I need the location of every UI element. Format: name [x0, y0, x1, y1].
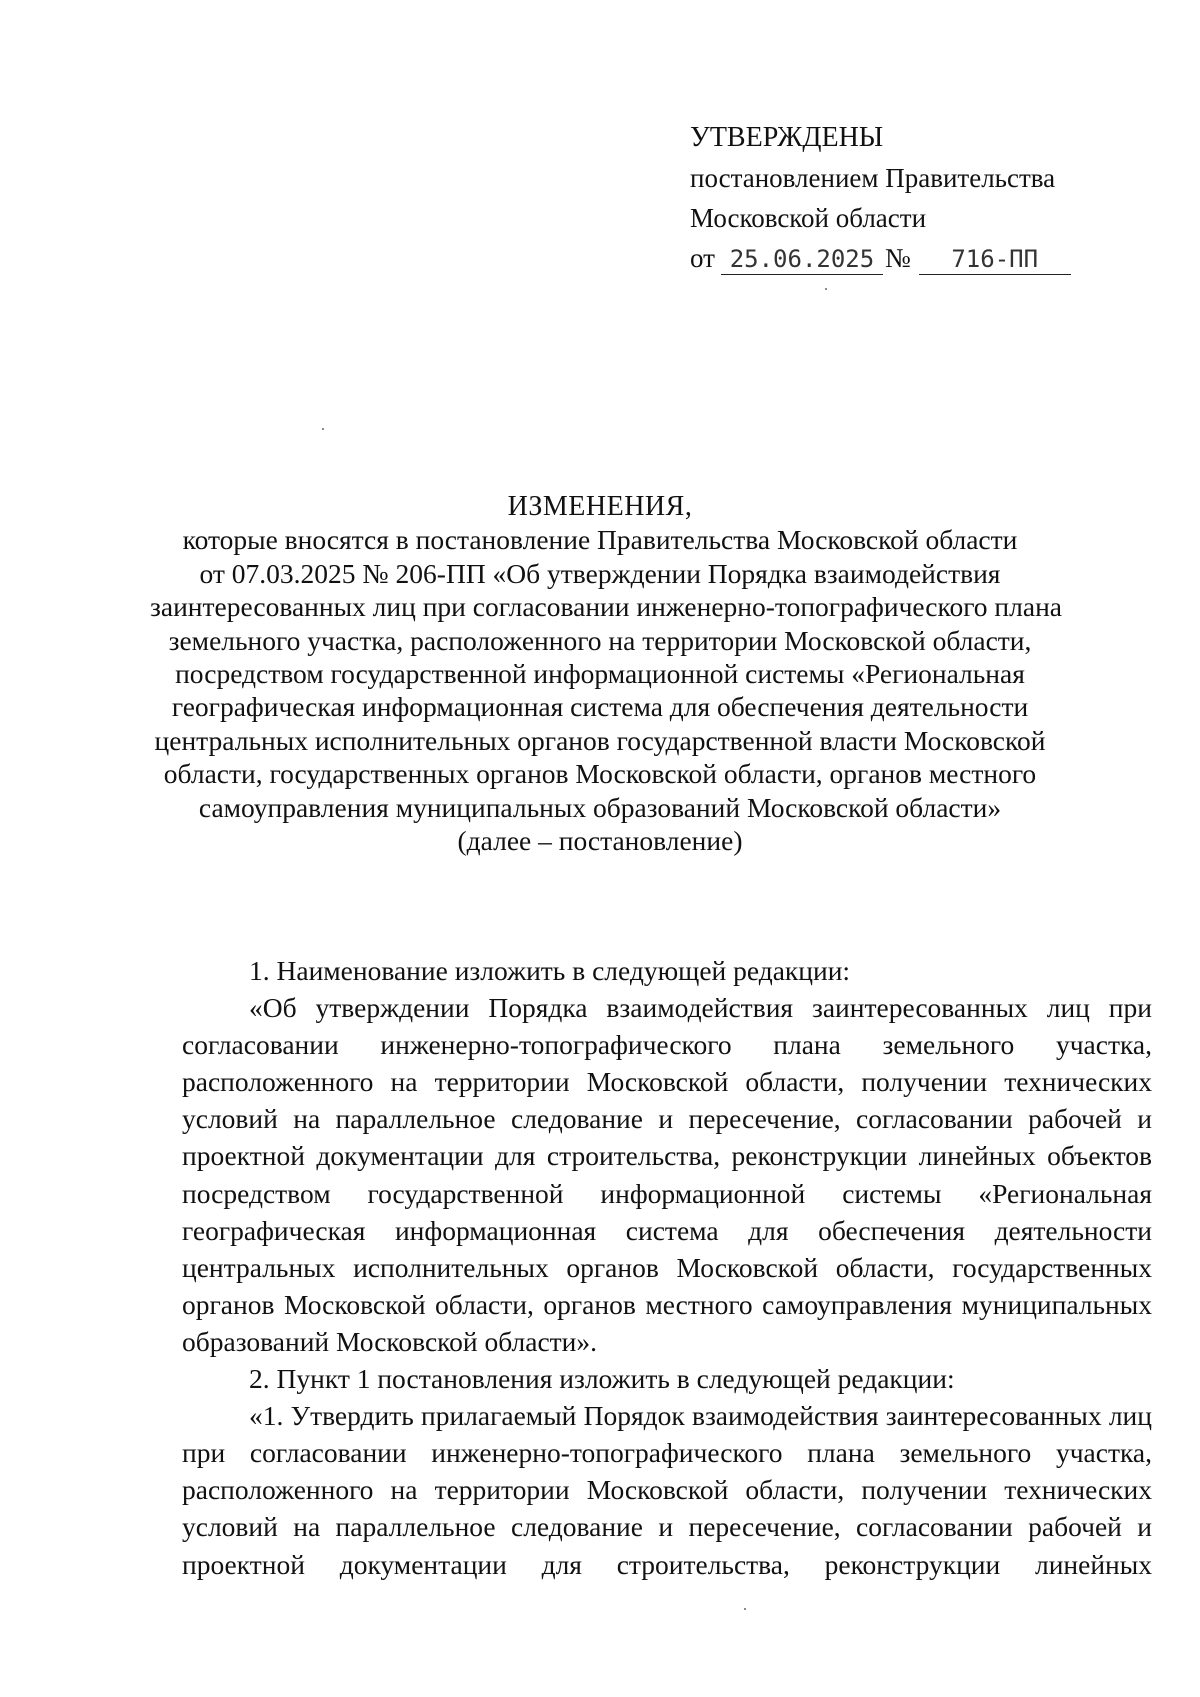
approval-line-1: постановлением Правительства [690, 163, 1056, 193]
item-2-quote: «1. Утвердить прилагаемый Порядок взаимодействия заинтересованных лиц при согласовании инженерно-топографического плана земельного участка, расположенного на территории Московской области, получении технических условий на параллельное следование и пересечение, согласовании рабочей и проектной документации для строительства, реконструкции линейных [182, 1400, 1152, 1580]
approval-line-2: Московской области [690, 203, 927, 233]
title-line: (далее – постановление) [457, 825, 743, 857]
title-line: самоуправления муниципальных образований Московской области» [198, 791, 1002, 823]
approval-number: 716-ПП [919, 245, 1071, 275]
title-line: посредством государственной информационной системы «Региональная [175, 658, 1025, 690]
document-body [182, 952, 1152, 1583]
title-heading: ИЗМЕНЕНИЯ, [507, 491, 693, 522]
title-line: центральных исполнительных органов государственной власти Московской [154, 724, 1046, 756]
document-title [150, 490, 1062, 857]
approval-date: 25.06.2025 [721, 245, 883, 275]
approval-stamp [690, 118, 1071, 278]
title-line: области, государственных органов Московской области, органов местного [163, 758, 1037, 790]
title-line: земельного участка, расположенного на территории Московской области, [168, 624, 1032, 656]
title-line: от 07.03.2025 № 206-ПП «Об утверждении Порядка взаимодействия [199, 557, 1001, 589]
item-1: 1. Наименование изложить в следующей редакции: [249, 955, 851, 986]
item-1-quote: «Об утверждении Порядка взаимодействия заинтересованных лиц при согласовании инженерно-топографического плана земельного участка, расположенного на территории Московской области, получении технических условий на параллельное следование и пересечение, согласовании рабочей и проектной документации для строительства, реконструкции линейных объектов посредством государственной информационной системы «Региональная географическая информационная система для обеспечения деятельности центральных исполнительных органов Московской области, государственных органов Московской области, органов местного самоуправления муниципальных образований Московской области». [182, 992, 1152, 1357]
approval-reference [690, 238, 1071, 278]
from-label: от [690, 243, 715, 273]
title-line: географическая информационная система для обеспечения деятельности [171, 691, 1029, 723]
scan-speck [744, 1608, 746, 1610]
title-line: которые вносятся в постановление Правительства Московской области [182, 524, 1018, 556]
number-label: № [884, 243, 911, 273]
title-line: заинтересованных лиц при согласовании инженерно-топографического плана [150, 591, 1062, 623]
scan-speck [322, 428, 324, 430]
scan-speck [825, 288, 827, 290]
item-2: 2. Пункт 1 постановления изложить в следующей редакции: [249, 1363, 955, 1395]
approval-heading: УТВЕРЖДЕНЫ [690, 122, 884, 153]
